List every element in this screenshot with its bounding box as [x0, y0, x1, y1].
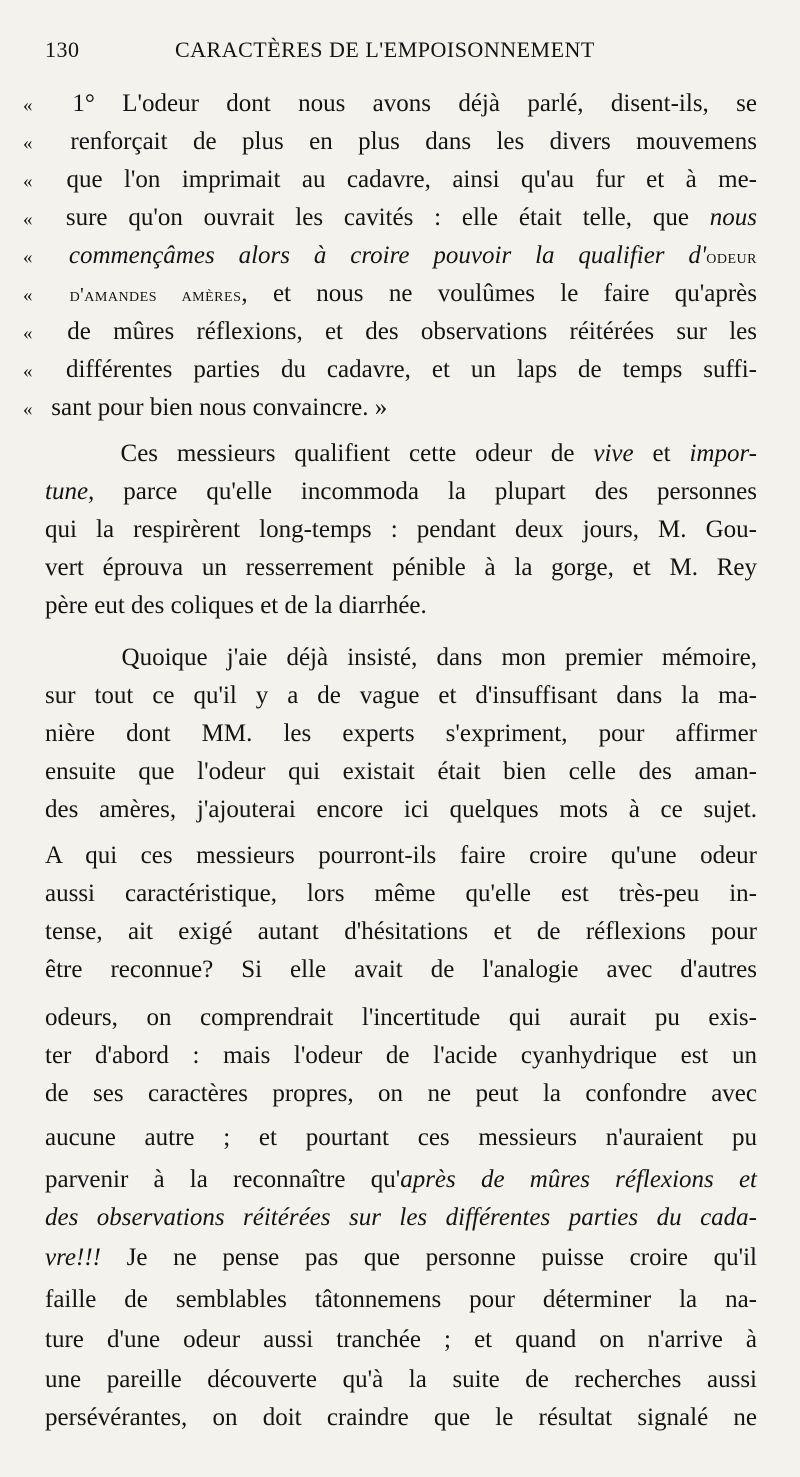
page-number: 130 — [45, 37, 80, 62]
text-line: nière dont MM. les experts s'expriment, pour affirmer — [45, 720, 757, 747]
text-line: ter d'abord : mais l'odeur de l'acide cyanhydrique est un — [45, 1042, 757, 1069]
quote-mark: « — [23, 95, 33, 116]
text-line: faille de semblables tâtonnemens pour déterminer la na- — [45, 1286, 757, 1313]
quote-mark: « — [23, 285, 33, 306]
text-line: « différentes parties du cadavre, et un laps de temps suffi- — [45, 352, 757, 390]
text-line: « sure qu'on ouvrait les cavités : elle était telle, que nous — [45, 200, 757, 238]
quote-mark: « — [23, 323, 33, 344]
quote-mark: « — [23, 209, 33, 230]
text-line: tense, ait exigé autant d'hésitations et de réflexions pour — [45, 918, 757, 945]
text-line: aucune autre ; et pourtant ces messieurs n'auraient pu — [45, 1124, 757, 1151]
text-line: qui la respirèrent long-temps : pendant deux jours, M. Gou- — [45, 516, 757, 543]
text-line: Ces messieurs qualifient cette odeur de vive et impor- — [45, 440, 757, 467]
text-line: A qui ces messieurs pourront-ils faire croire qu'une odeur — [45, 842, 757, 869]
italic-text: impor- — [689, 440, 757, 467]
small-caps-text: d'amandes amères — [45, 284, 242, 306]
italic-text: tune, — [45, 478, 95, 505]
text-line: « d'amandes amères, et nous ne voulûmes le faire qu'après — [45, 276, 757, 314]
text-line: aussi caractéristique, lors même qu'elle est très-peu in- — [45, 880, 757, 907]
text-line: sur tout ce qu'il y a de vague et d'insuffisant dans la ma- — [45, 682, 757, 709]
text-line: « de mûres réflexions, et des observations réitérées sur les — [45, 314, 757, 352]
text-line — [45, 1200, 757, 1236]
text-line: vre!!! Je ne pense pas que personne puisse croire qu'il — [45, 1244, 757, 1271]
italic-text: commençâmes alors à croire pouvoir la qualifier d' — [68, 242, 707, 269]
text-line: « 1° L'odeur dont nous avons déjà parlé, disent-ils, se — [45, 86, 757, 124]
text-line: « sant pour bien nous convaincre. » — [45, 390, 757, 428]
italic-text: après de mûres réflexions et — [400, 1166, 757, 1193]
text-line: des amères, j'ajouterai encore ici quelques mots à ce sujet. — [45, 796, 757, 823]
quote-mark: « — [23, 399, 33, 420]
text-line: être reconnue? Si elle avait de l'analogie avec d'autres — [45, 956, 757, 983]
text-line: « que l'on imprimait au cadavre, ainsi qu'au fur et à me- — [45, 162, 757, 200]
text-line: odeurs, on comprendrait l'incertitude qui aurait pu exis- — [45, 1004, 757, 1031]
italic-text: vre!!! — [45, 1244, 101, 1271]
text-line: de ses caractères propres, on ne peut la confondre avec — [45, 1080, 757, 1107]
text-line: tune, parce qu'elle incommoda la plupart des personnes — [45, 478, 757, 505]
italic-text: des observations réitérées sur les différentes parties du cada- — [45, 1204, 757, 1231]
text-line: « renforçait de plus en plus dans les divers mouvemens — [45, 124, 757, 162]
text-line: persévérantes, on doit craindre que le résultat signalé ne — [45, 1404, 757, 1431]
italic-text: vive — [593, 440, 634, 467]
text-line: père eut des coliques et de la diarrhée. — [45, 592, 427, 619]
quote-mark: « — [23, 133, 33, 154]
quote-mark: « — [23, 171, 33, 192]
text-line: ensuite que l'odeur qui existait était bien celle des aman- — [45, 758, 757, 785]
text-line: ture d'une odeur aussi tranchée ; et quand on n'arrive à — [45, 1326, 757, 1353]
text-line: Quoique j'aie déjà insisté, dans mon premier mémoire, — [45, 644, 757, 671]
running-title: CARACTÈRES DE L'EMPOISONNEMENT — [175, 37, 595, 62]
text-line: vert éprouva un resserrement pénible à la gorge, et M. Rey — [45, 554, 757, 581]
small-caps-text: odeur — [706, 246, 758, 268]
quote-mark: « — [23, 361, 33, 382]
italic-text: nous — [709, 204, 757, 231]
text-line: parvenir à la reconnaître qu'après de mûres réflexions et — [45, 1166, 757, 1193]
text-line — [23, 238, 758, 276]
quote-mark: « — [23, 247, 33, 268]
text-line: une pareille découverte qu'à la suite de recherches aussi — [45, 1366, 757, 1393]
